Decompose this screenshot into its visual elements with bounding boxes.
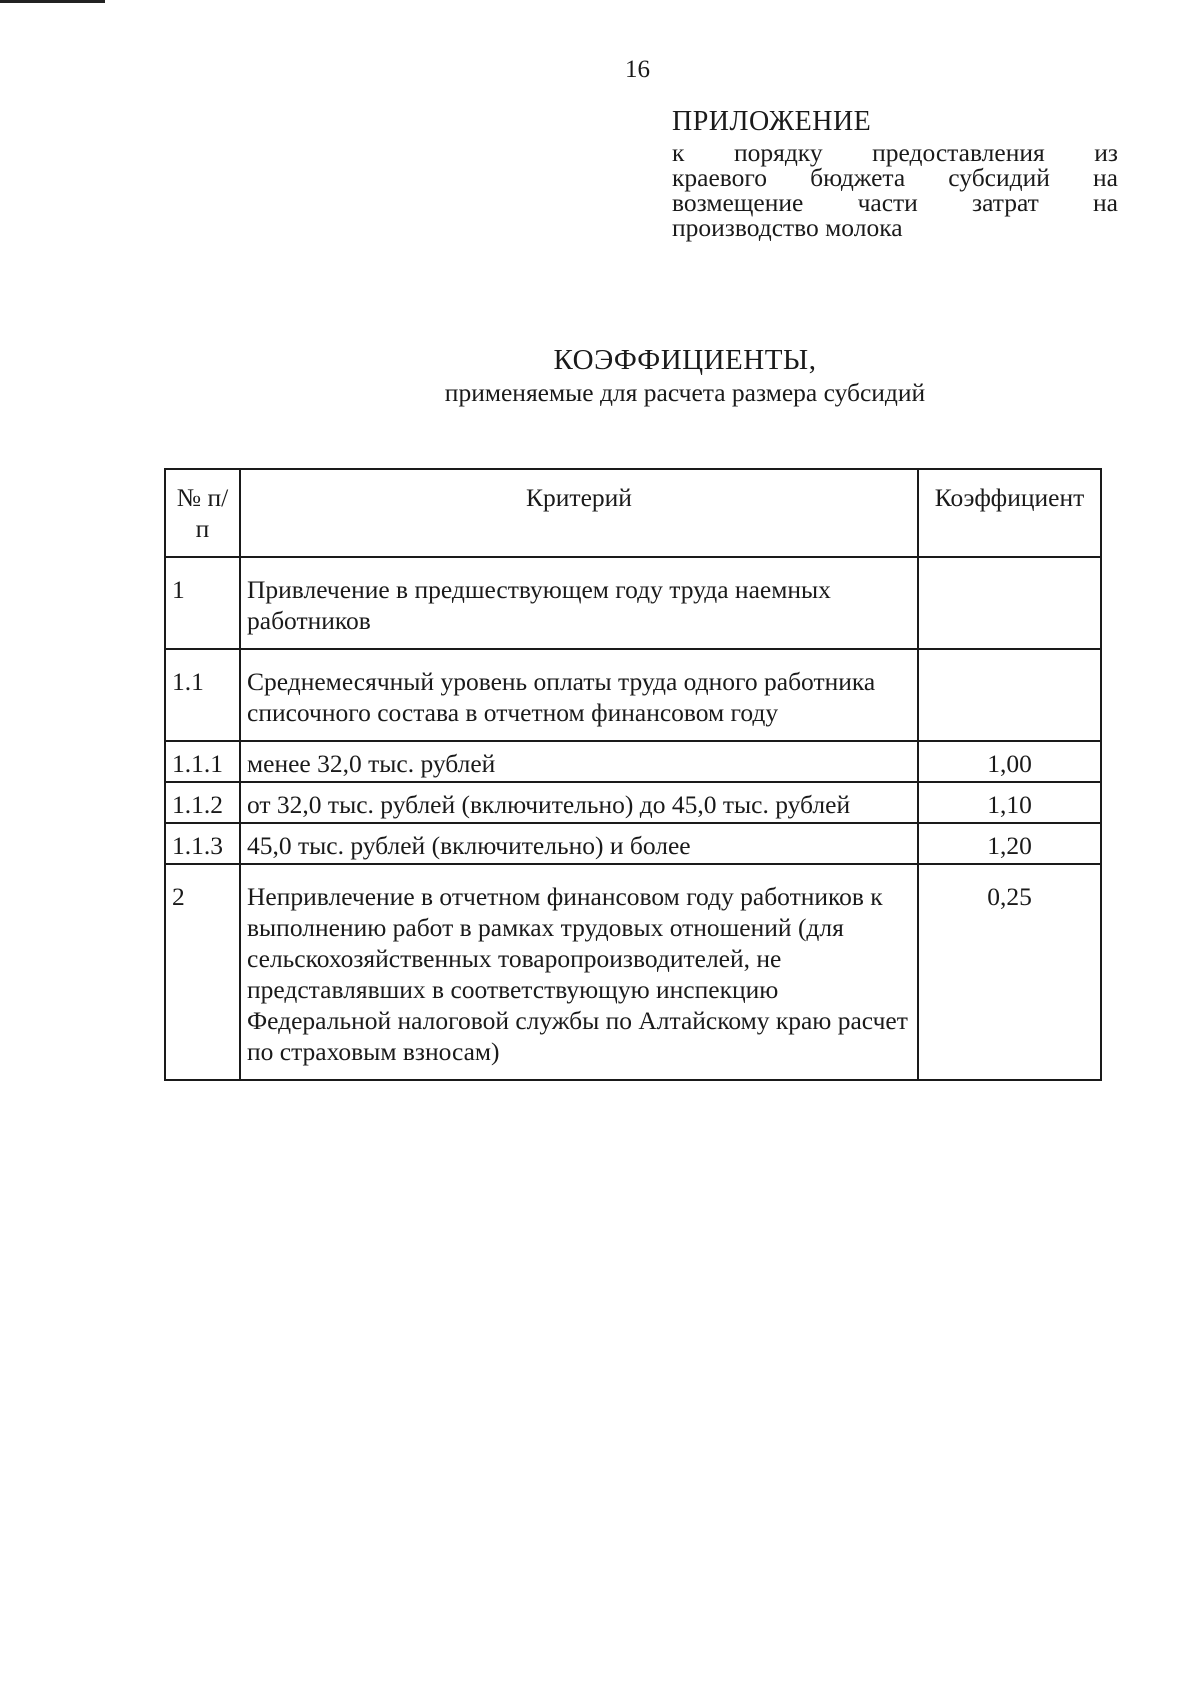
table-row	[165, 864, 1101, 1080]
row-coefficient	[918, 557, 1101, 649]
appendix-line: возмещение части затрат на	[672, 188, 1118, 217]
appendix-title: ПРИЛОЖЕНИЕ	[672, 106, 872, 137]
row-number: 1	[165, 557, 240, 649]
row-criterion: от 32,0 тыс. рублей (включительно) до 45,0 тыс. рублей	[240, 782, 918, 823]
appendix-line: производство молока	[672, 213, 903, 242]
scan-corner-mark	[0, 0, 105, 3]
row-number: 1.1.3	[165, 823, 240, 864]
row-coefficient: 1,00	[918, 741, 1101, 782]
row-coefficient: 1,20	[918, 823, 1101, 864]
row-coefficient: 0,25	[918, 864, 1101, 1080]
appendix-line: краевого бюджета субсидий на	[672, 163, 1118, 192]
header-number: № п/п	[165, 469, 240, 557]
table-row	[165, 741, 1101, 782]
row-number: 1.1.1	[165, 741, 240, 782]
table-row	[165, 649, 1101, 741]
row-criterion: Привлечение в предшествующем году труда наемных работников	[240, 557, 918, 649]
row-number: 2	[165, 864, 240, 1080]
coefficients-table	[164, 468, 1102, 1081]
row-criterion: Непривлечение в отчетном финансовом году работников к выполнению работ в рамках трудовых отношений (для сельскохозяйственных товаропроизводителей, не представлявших в соответствующую инспекцию Федеральной налоговой службы по Алтайскому краю расчет по страховым взносам)	[240, 864, 918, 1080]
row-criterion: менее 32,0 тыс. рублей	[240, 741, 918, 782]
row-number: 1.1.2	[165, 782, 240, 823]
row-criterion: Среднемесячный уровень оплаты труда одного работника списочного состава в отчетном финансовом году	[240, 649, 918, 741]
document-title: КОЭФФИЦИЕНТЫ,	[553, 344, 817, 376]
row-criterion: 45,0 тыс. рублей (включительно) и более	[240, 823, 918, 864]
header-criterion: Критерий	[240, 469, 918, 557]
appendix-block	[672, 106, 1118, 240]
row-coefficient: 1,10	[918, 782, 1101, 823]
table-row	[165, 823, 1101, 864]
header-coefficient: Коэффициент	[918, 469, 1101, 557]
table-row	[165, 782, 1101, 823]
row-number: 1.1	[165, 649, 240, 741]
row-coefficient	[918, 649, 1101, 741]
table-header-row	[165, 469, 1101, 557]
page-number: 16	[625, 56, 650, 83]
appendix-line: к порядку предоставления из	[672, 138, 1118, 167]
document-subtitle: применяемые для расчета размера субсидий	[444, 378, 926, 407]
table-row	[165, 557, 1101, 649]
